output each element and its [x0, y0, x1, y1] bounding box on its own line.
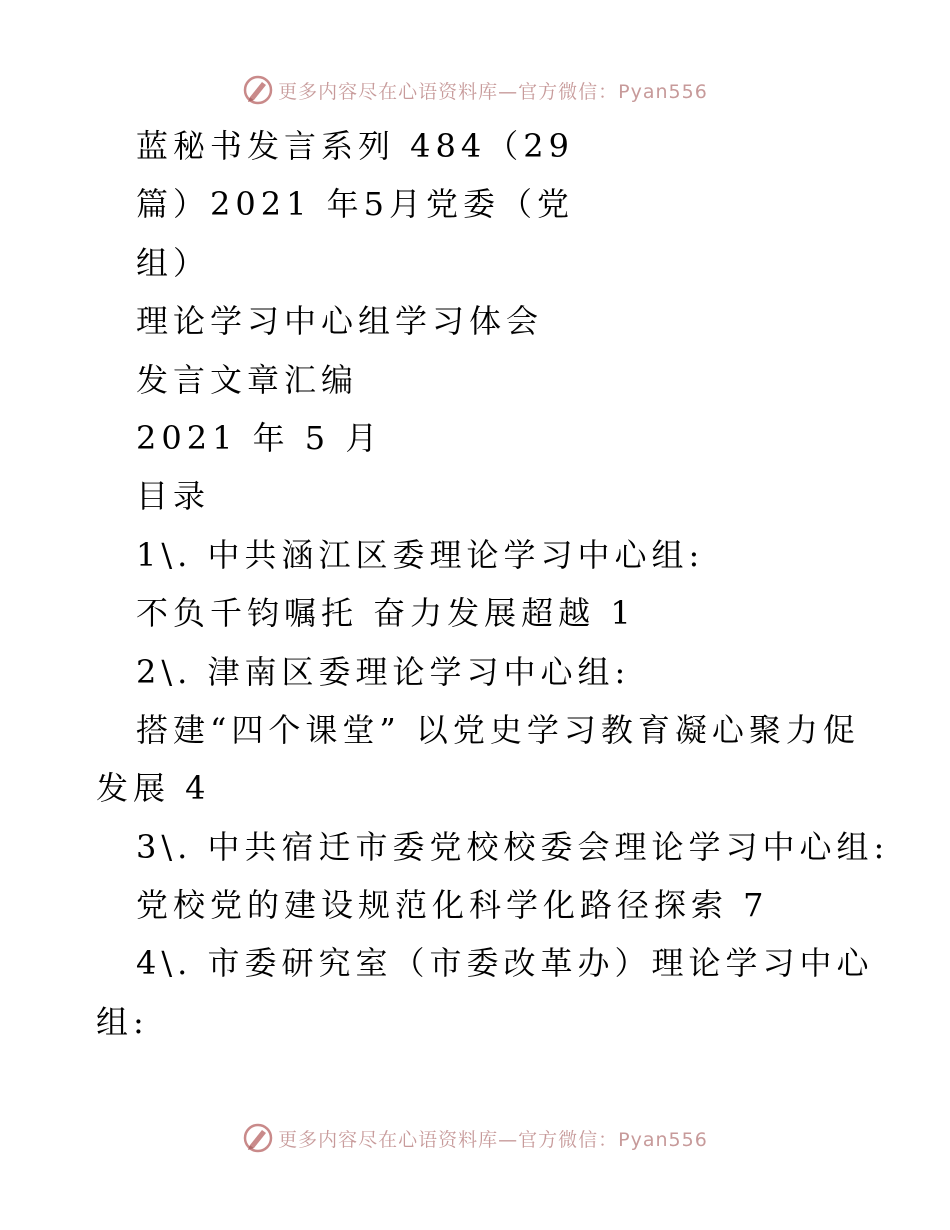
toc-item-2-author: 2\. 津南区委理论学习中心组: — [136, 652, 631, 691]
watermark-text: 更多内容尽在心语资料库—官方微信：Pyan556 — [278, 1128, 708, 1151]
title-line-3: 组） — [136, 243, 211, 282]
document-date: 2021 年 5 月 — [136, 418, 383, 457]
toc-heading: 目录 — [136, 477, 211, 516]
title-line-4: 理论学习中心组学习体会 — [136, 302, 544, 341]
toc-item-1-title: 不负千钧嘱托 奋力发展超越 1 — [136, 594, 636, 633]
watermark-text: 更多内容尽在心语资料库—官方微信：Pyan556 — [278, 80, 708, 103]
title-line-1: 蓝秘书发言系列 484（29 — [136, 127, 574, 165]
toc-item-4-author: 4\. 市委研究室（市委改革办）理论学习中心 — [136, 944, 874, 983]
toc-item-3-author: 3\. 中共宿迁市委党校校委会理论学习中心组: — [136, 827, 890, 866]
toc-item-2-title-cont: 发展 4 — [96, 769, 211, 808]
toc-item-4-author-cont: 组: — [96, 1002, 149, 1041]
footer-watermark — [0, 1118, 950, 1158]
title-line-2: 篇）2021 年5月党委（党 — [136, 185, 574, 224]
toc-item-2-title: 搭建“四个课堂” 以党史学习教育凝心聚力促 — [136, 710, 860, 749]
document-body — [96, 117, 890, 1051]
toc-item-3-title: 党校党的建设规范化科学化路径探索 7 — [136, 886, 769, 925]
toc-item-1-author: 1\. 中共涵江区委理论学习中心组: — [136, 535, 705, 574]
title-line-5: 发言文章汇编 — [136, 360, 359, 399]
header-watermark — [0, 70, 950, 110]
pen-circle-logo-icon — [242, 1122, 274, 1154]
pen-circle-logo-icon — [242, 74, 274, 106]
